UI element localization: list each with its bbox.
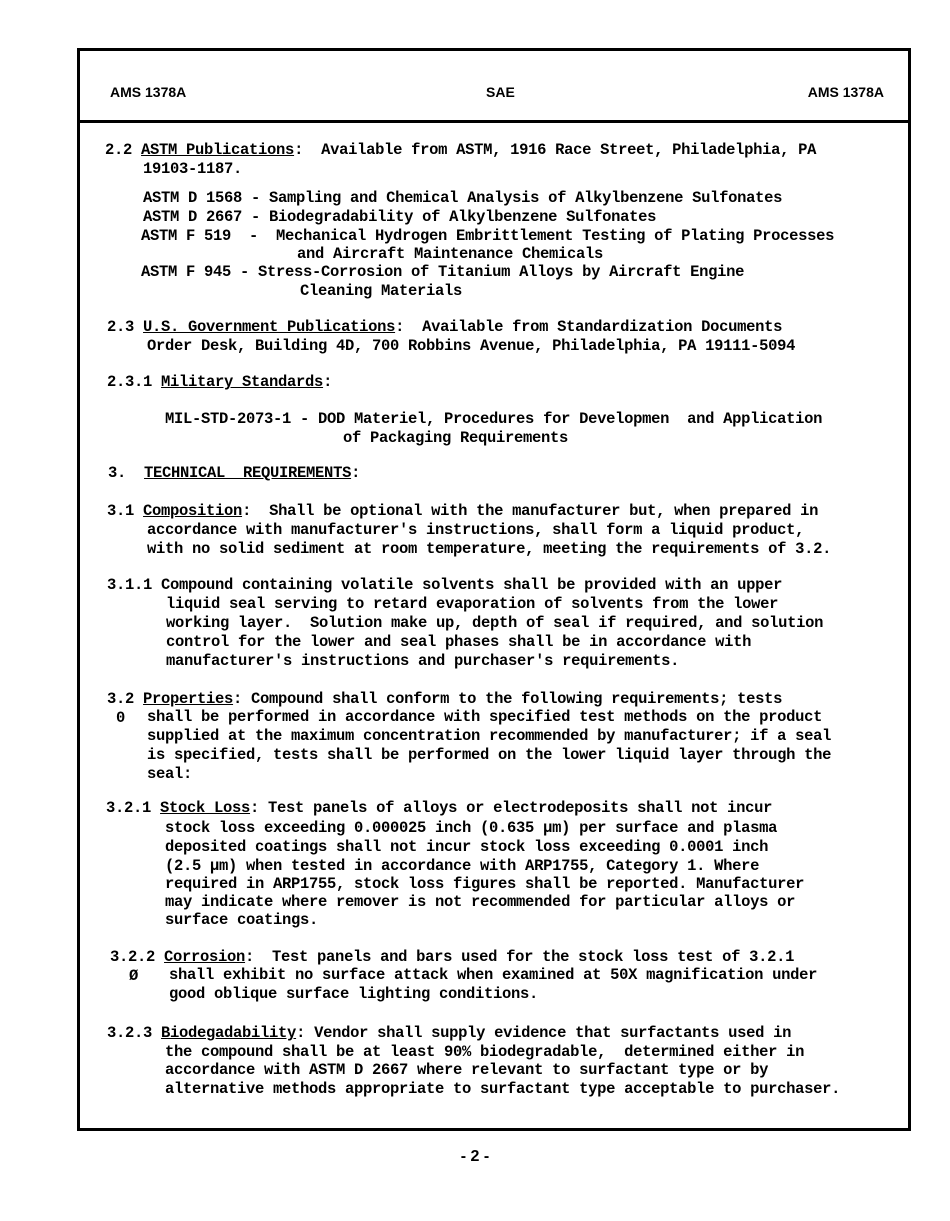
paragraph-line: liquid seal serving to retard evaporation of solvents from the lower <box>166 595 779 613</box>
section-2-2-line2: 19103-1187. <box>143 160 243 178</box>
section-text: : Test panels and bars used for the stock loss test of 3.2.1 <box>245 948 795 966</box>
section-3-2-1-line1 <box>106 799 772 818</box>
reference-continuation: Cleaning Materials <box>300 282 463 300</box>
paragraph-line: the compound shall be at least 90% biodegradable, determined either in <box>165 1043 805 1061</box>
section-title: Corrosion <box>164 948 246 966</box>
section-number: 3. <box>108 464 127 482</box>
section-2-3-line2: Order Desk, Building 4D, 700 Robbins Avenue, Philadelphia, PA 19111-5094 <box>147 337 796 355</box>
reference-title: Stress-Corrosion of Titanium Alloys by Aircraft Engine <box>258 263 745 281</box>
paragraph-line: control for the lower and seal phases shall be in accordance with <box>166 633 752 651</box>
paragraph-line: may indicate where remover is not recommended for particular alloys or <box>165 893 796 911</box>
section-title: Stock Loss <box>160 799 251 817</box>
section-number: 2.3 <box>107 318 135 336</box>
section-text: : Vendor shall supply evidence that surfactants used in <box>296 1024 792 1042</box>
section-number: 2.2 <box>105 141 133 159</box>
header-right-spec: AMS 1378A <box>807 84 884 100</box>
section-2-3-line1 <box>107 318 782 337</box>
document-header <box>80 51 908 123</box>
reference-continuation: and Aircraft Maintenance Chemicals <box>297 245 604 263</box>
section-3-2-2-line1 <box>110 948 794 967</box>
paragraph-line: required in ARP1755, stock loss figures shall be reported. Manufacturer <box>165 875 805 893</box>
standard-reference-continuation: of Packaging Requirements <box>343 429 569 447</box>
revision-mark: 0 <box>116 709 126 727</box>
section-2-2-line1 <box>105 141 816 160</box>
reference-row: ASTM F 519 - Mechanical Hydrogen Embrittlement Testing of Plating Processes <box>141 227 835 245</box>
paragraph-line: with no solid sediment at room temperature, meeting the requirements of 3.2. <box>147 540 832 558</box>
section-3-2-3-line1 <box>107 1024 791 1043</box>
section-2-3-1-heading: 2.3.1 Military Standards: <box>107 373 333 391</box>
section-title: Properties <box>143 690 234 708</box>
reference-row: ASTM D 1568 - Sampling and Chemical Analysis of Alkylbenzene Sulfonates <box>143 189 783 207</box>
paragraph-line: supplied at the maximum concentration recommended by manufacturer; if a seal <box>147 727 832 745</box>
paragraph-line: seal: <box>147 765 193 783</box>
section-number: 3.1 <box>107 502 135 520</box>
revision-mark: Ø <box>129 967 139 985</box>
section-3-1-line1 <box>107 502 818 521</box>
paragraph-line: alternative methods appropriate to surfactant type acceptable to purchaser. <box>165 1080 841 1098</box>
paragraph-line: surface coatings. <box>165 911 319 929</box>
section-number: 3.2 <box>107 690 135 708</box>
section-text: : Shall be optional with the manufacturer but, when prepared in <box>242 502 819 520</box>
paragraph-line: accordance with ASTM D 2667 where relevant to surfactant type or by <box>165 1061 769 1079</box>
section-text: : Available from Standardization Documents <box>395 318 783 336</box>
section-text: : Available from ASTM, 1916 Race Street, Philadelphia, PA <box>294 141 817 159</box>
section-title: Military Standards <box>161 373 324 391</box>
header-center-org: SAE <box>486 84 515 100</box>
paragraph-line: is specified, tests shall be performed on the lower liquid layer through the <box>147 746 832 764</box>
section-title: Biodegadability <box>161 1024 297 1042</box>
page-number: - 2 - <box>460 1148 490 1165</box>
section-text: Compound containing volatile solvents shall be provided with an upper <box>161 576 783 594</box>
paragraph-line: manufacturer's instructions and purchaser's requirements. <box>166 652 680 670</box>
reference-code: ASTM D 1568 <box>143 189 243 207</box>
section-number: 3.2.2 <box>110 948 156 966</box>
paragraph-line: stock loss exceeding 0.000025 inch (0.635 µm) per surface and plasma <box>165 819 778 837</box>
section-text: : Test panels of alloys or electrodeposits shall not incur <box>250 799 773 817</box>
reference-title: Sampling and Chemical Analysis of Alkylbenzene Sulfonates <box>269 189 783 207</box>
section-title: U.S. Government Publications <box>143 318 396 336</box>
section-title: Composition <box>143 502 243 520</box>
section-title: ASTM Publications <box>141 141 295 159</box>
section-3-2-line1 <box>107 690 782 709</box>
section-number: 3.2.3 <box>107 1024 153 1042</box>
section-text: : Compound shall conform to the following requirements; tests <box>233 690 783 708</box>
section-number: 3.2.1 <box>106 799 152 817</box>
section-number: 3.1.1 <box>107 576 153 594</box>
reference-code: ASTM F 519 <box>141 227 232 245</box>
section-3-heading: 3. TECHNICAL REQUIREMENTS: <box>108 464 361 482</box>
paragraph-line: accordance with manufacturer's instructions, shall form a liquid product, <box>147 521 805 539</box>
reference-code: ASTM D 2667 <box>143 208 243 226</box>
reference-code: ASTM F 945 <box>141 263 232 281</box>
header-left-spec: AMS 1378A <box>110 84 187 100</box>
section-number: 2.3.1 <box>107 373 153 391</box>
reference-title: Biodegradability of Alkylbenzene Sulfonates <box>269 208 657 226</box>
paragraph-line: (2.5 µm) when tested in accordance with ARP1755, Category 1. Where <box>165 857 760 875</box>
paragraph-line: working layer. Solution make up, depth of seal if required, and solution <box>166 614 824 632</box>
paragraph-line: good oblique surface lighting conditions. <box>169 985 539 1003</box>
section-title: TECHNICAL REQUIREMENTS <box>144 464 352 482</box>
section-3-1-1-line1 <box>107 576 782 595</box>
reference-title: Mechanical Hydrogen Embrittlement Testing of Plating Processes <box>276 227 835 245</box>
paragraph-line: shall exhibit no surface attack when examined at 50X magnification under <box>169 966 818 984</box>
reference-row: ASTM F 945 - Stress-Corrosion of Titanium Alloys by Aircraft Engine <box>141 263 745 281</box>
paragraph-line: shall be performed in accordance with specified test methods on the product <box>147 708 823 726</box>
reference-row: ASTM D 2667 - Biodegradability of Alkylbenzene Sulfonates <box>143 208 657 226</box>
standard-reference: MIL-STD-2073-1 - DOD Materiel, Procedures for Developmen and Application <box>165 410 823 428</box>
paragraph-line: deposited coatings shall not incur stock loss exceeding 0.0001 inch <box>165 838 769 856</box>
